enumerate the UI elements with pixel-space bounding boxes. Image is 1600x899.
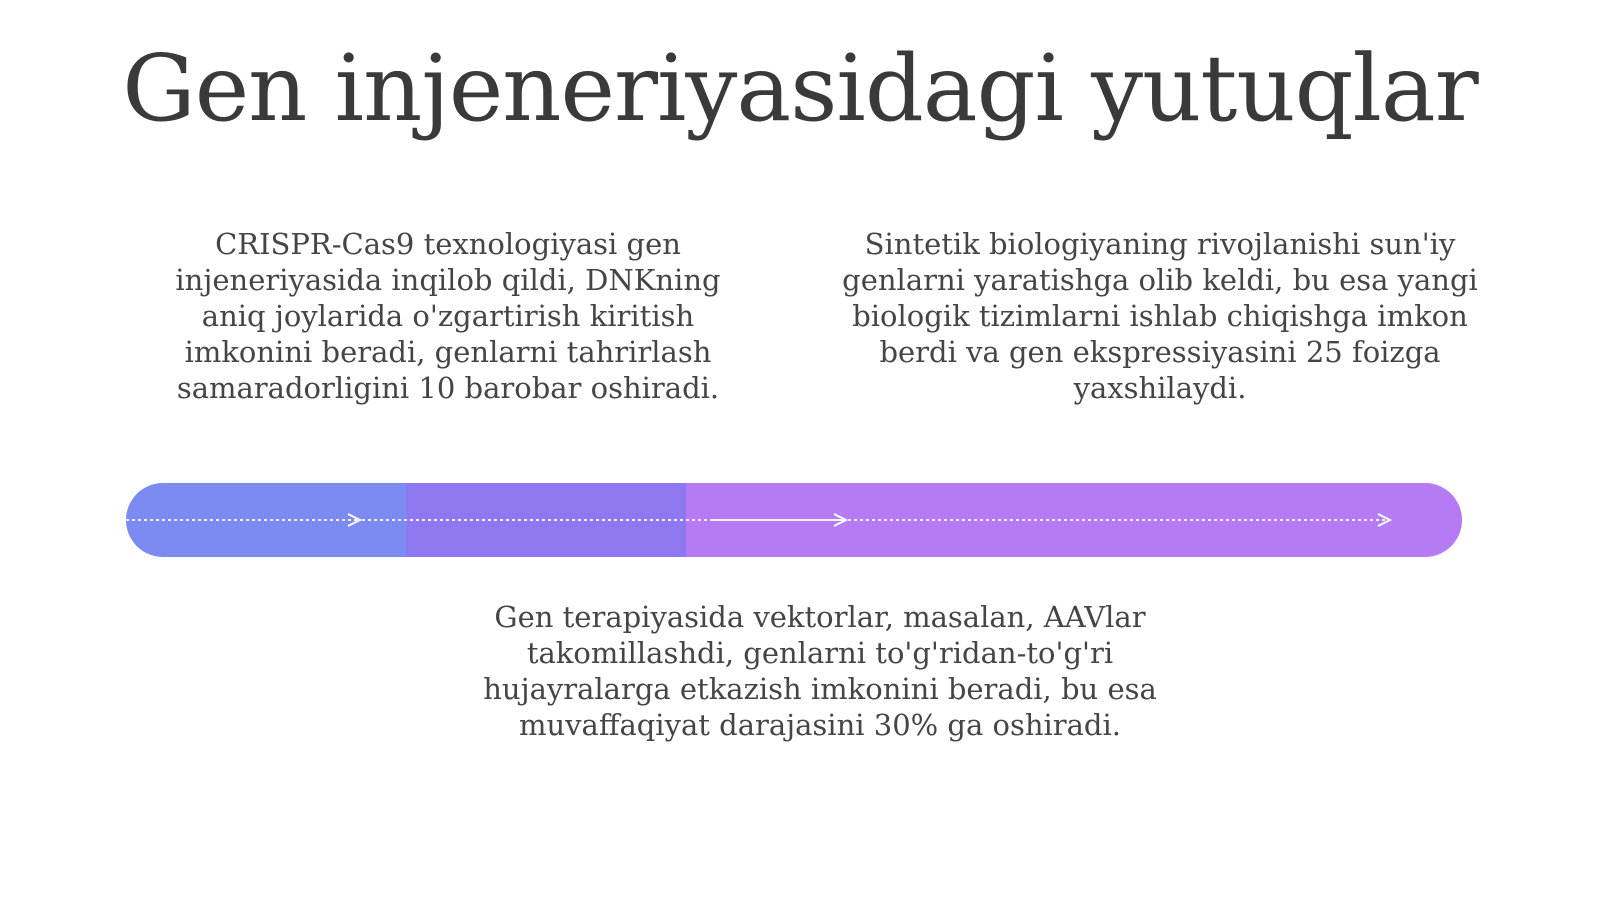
timeline-bar	[126, 483, 1462, 557]
text-block-synthetic-biology: Sintetik biologiyaning rivojlanishi sun'iy genlarni yaratishga olib keldi, bu esa yangi biologik tizimlarni ishlab chiqishga imkon berdi va gen ekspressiyasini 25 foizga yaxshilaydi.	[842, 227, 1478, 405]
slide-title: Gen injeneriyasidagi yutuqlar	[122, 35, 1478, 142]
text-block-crispr: CRISPR-Cas9 texnologiyasi gen injeneriyasida inqilob qildi, DNKning aniq joylarida o'zgartirish kiritish imkonini beradi, genlarni tahrirlash samaradorligini 10 barobar oshiradi.	[175, 227, 721, 405]
text-block-gene-therapy: Gen terapiyasida vektorlar, masalan, AAVlar takomillashdi, genlarni to'g'ridan-to'g'ri hujayralarga etkazish imkonini beradi, bu esa muvaffaqiyat darajasini 30% ga oshiradi.	[483, 600, 1157, 742]
timeline-arrows	[126, 483, 1462, 557]
